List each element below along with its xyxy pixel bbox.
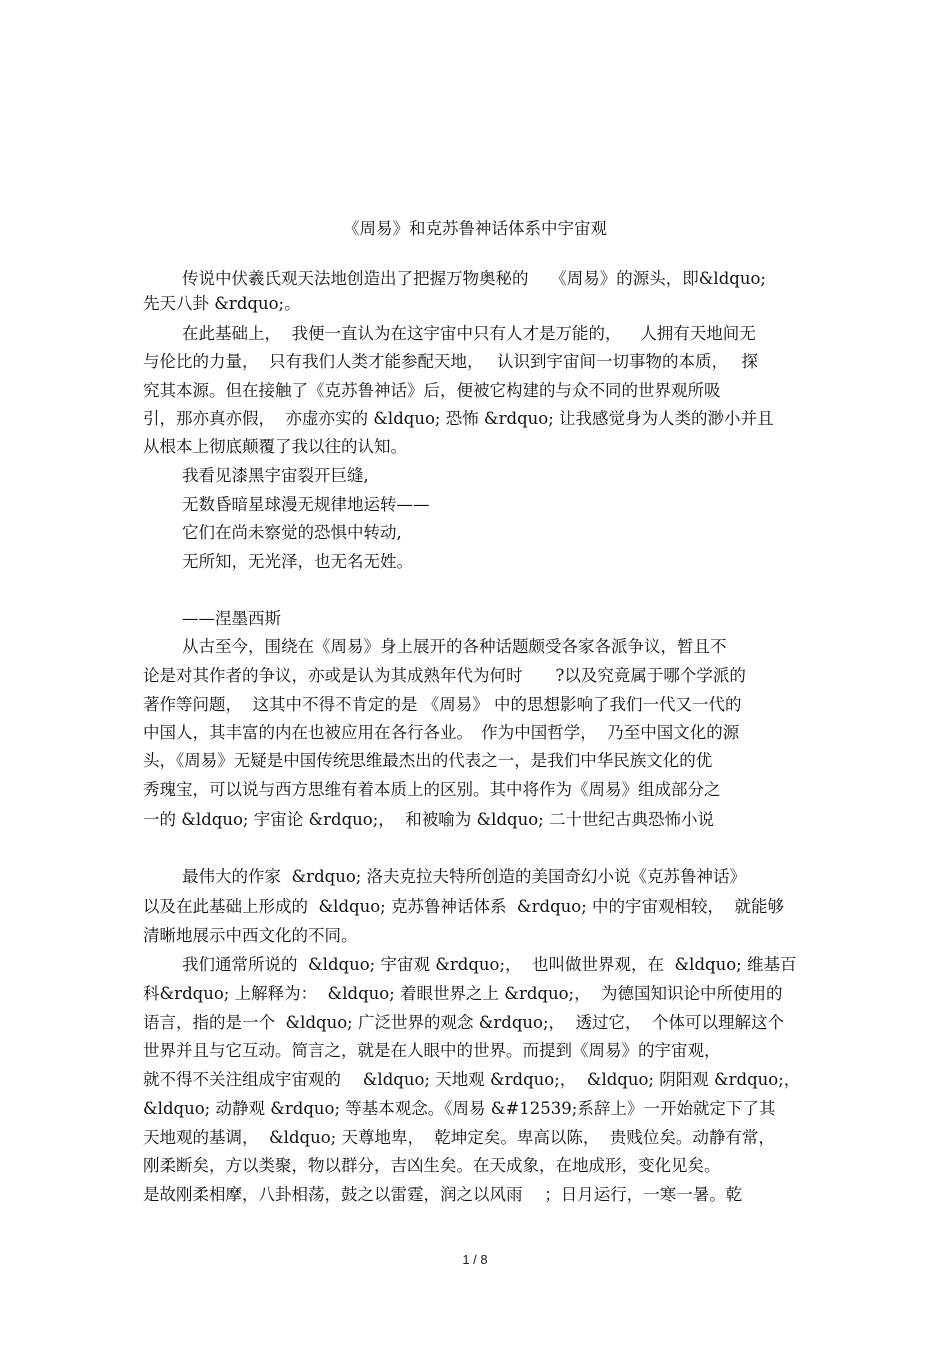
text-line: 从根本上彻底颠覆了我以往的认知。 (143, 437, 407, 456)
text-line: 是故刚柔相摩，八卦相荡，鼓之以雷霆，润之以风雨 ；日月运行，一寒一暑。乾 (143, 1185, 743, 1204)
poem-line: 我看见漆黑宇宙裂开巨缝, (182, 466, 369, 485)
page-number: 1 / 8 (462, 1252, 488, 1267)
text-line: 天地观的基调， &ldquo; 天尊地卑， 乾坤定矣。卑高以陈， 贵贱位矣。动静有常， (143, 1128, 775, 1147)
text-line: 引，那亦真亦假， 亦虚亦实的 &ldquo; 恐怖 &rdquo; 让我感觉身为人类的渺小并且 (143, 409, 774, 428)
text-line: &ldquo; 动静观 &rdquo; 等基本观念。《周易 &#12539;系辞上》一开始就定下了其 (143, 1099, 776, 1118)
poem-attribution: ——涅墨西斯 (182, 609, 281, 628)
text-line: 世界并且与它互动。简言之，就是在人眼中的世界。而提到《周易》的宇宙观， (143, 1041, 721, 1060)
text-line: 论是对其作者的争议，亦或是认为其成熟年代为何时 ?以及究竟属于哪个学派的 (143, 666, 746, 685)
text-line: 头，《周易》无疑是中国传统思维最杰出的代表之一，是我们中华民族文化的优 (143, 751, 713, 770)
poem-line: 它们在尚未察觉的恐惧中转动, (182, 523, 402, 542)
text-line: 究其本源。但在接触了《克苏鲁神话》后，便被它构建的与众不同的世界观所吸 (143, 381, 721, 400)
text-line: 科&rdquo; 上解释为： &ldquo; 着眼世界之上 &rdquo;， 为德国知识论中所使用的 (143, 984, 783, 1003)
text-line: 与伦比的力量， 只有我们人类才能参配天地， 认识到宇宙间一切事物的本质， 探 (143, 352, 758, 371)
text-line: 最伟大的作家 &rdquo; 洛夫克拉夫特所创造的美国奇幻小说《克苏鲁神话》 (182, 867, 747, 886)
text-line: 清晰地展示中西文化的不同。 (143, 926, 358, 945)
text-line: 我们通常所说的 &ldquo; 宇宙观 &rdquo;， 也叫做世界观，在 &ldquo; 维基百 (182, 955, 797, 974)
text-line: 以及在此基础上形成的 &ldquo; 克苏鲁神话体系 &rdquo; 中的宇宙观相较， 就能够 (143, 897, 784, 916)
text-line: 语言，指的是一个 &ldquo; 广泛世界的观念 &rdquo;， 透过它， 个体可以理解这个 (143, 1013, 784, 1032)
text-line: 中国人，其丰富的内在也被应用在各行各业。 作为中国哲学， 乃至中国文化的源 (143, 723, 740, 742)
poem-line: 无数昏暗星球漫无规律地运转—— (182, 495, 430, 514)
document-title: 《周易》和克苏鲁神话体系中宇宙观 (343, 219, 607, 238)
text-line: 著作等问题， 这其中不得不肯定的是 《周易》 中的思想影响了我们一代又一代的 (143, 695, 742, 714)
poem-line: 无所知，无光泽，也无名无姓。 (182, 552, 413, 571)
text-line: 在此基础上， 我便一直认为在这宇宙中只有人才是万能的， 人拥有天地间无 (182, 324, 756, 343)
text-line: 先天八卦 &rdquo;。 (143, 294, 301, 313)
text-line: 一的 &ldquo; 宇宙论 &rdquo;， 和被喻为 &ldquo; 二十世纪古典恐怖小说 (143, 810, 714, 829)
text-line: 从古至今，围绕在《周易》身上展开的各种话题颇受各家各派争议，暂且不 (182, 637, 727, 656)
text-line: 秀瑰宝，可以说与西方思维有着本质上的区别。其中将作为《周易》组成部分之 (143, 780, 721, 799)
text-line: 刚柔断矣，方以类聚，物以群分，吉凶生矣。在天成象，在地成形，变化见矣。 (143, 1156, 721, 1175)
text-line: 传说中伏羲氏观天法地创造出了把握万物奥秘的 《周易》的源头，即&ldquo; (182, 269, 766, 288)
text-line: 就不得不关注组成宇宙观的 &ldquo; 天地观 &rdquo;， &ldquo; 阴阳观 &rdquo;， (143, 1070, 801, 1089)
